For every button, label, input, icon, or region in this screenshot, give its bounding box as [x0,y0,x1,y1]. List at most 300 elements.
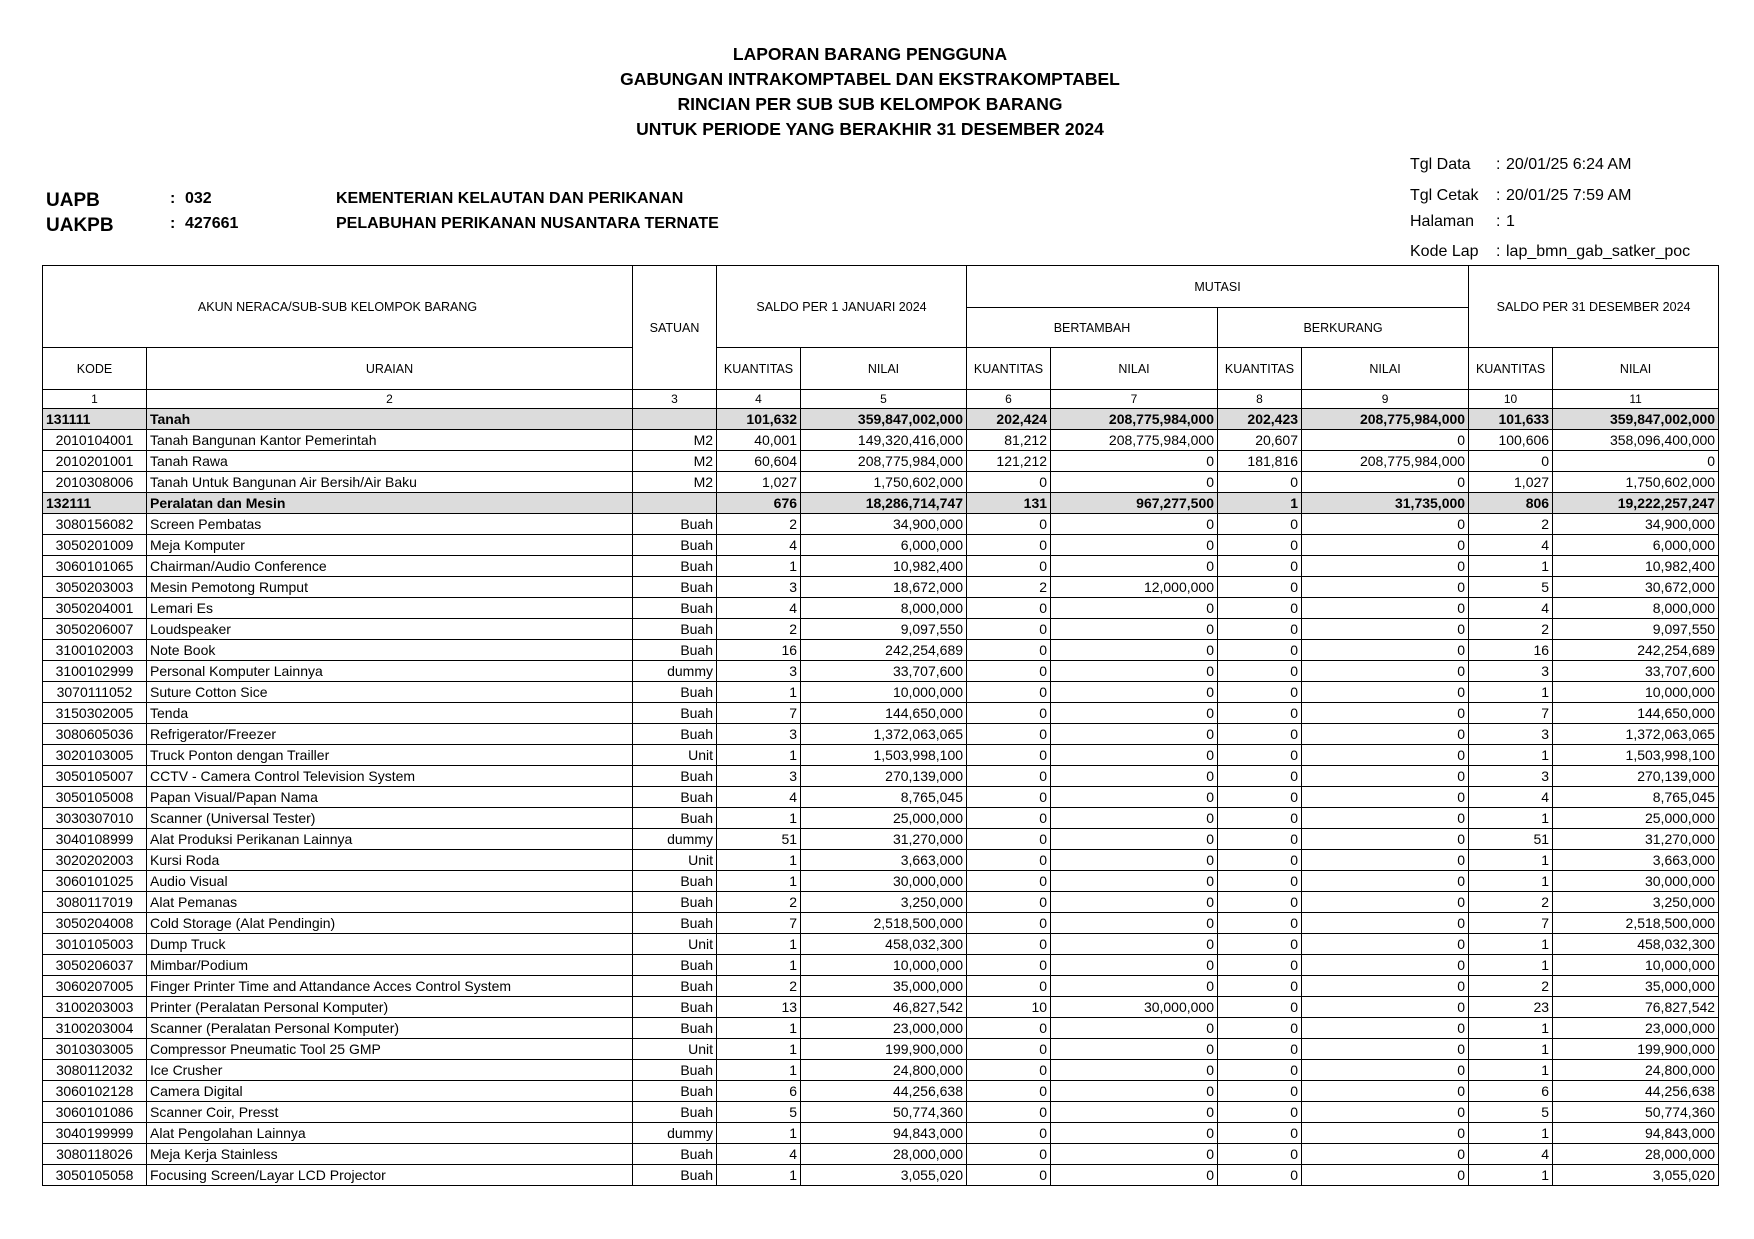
header-kuantitas-awal: KUANTITAS [717,348,801,390]
tgl-data-colon: : [1496,156,1501,173]
cell-kuantitas-akhir: 3 [1469,724,1553,745]
cell-kuantitas-awal: 4 [717,535,801,556]
table-row [43,1123,1719,1144]
cell-uraian: Chairman/Audio Conference [147,556,633,577]
cell-nilai-bertambah: 0 [1051,703,1218,724]
cell-kuantitas-akhir: 2 [1469,619,1553,640]
cell-satuan: Buah [633,577,717,598]
cell-kuantitas-awal: 1 [717,1165,801,1186]
cell-kuantitas-berkurang: 0 [1218,871,1302,892]
tgl-data-value: 20/01/25 6:24 AM [1506,156,1632,173]
header-nilai-bertambah: NILAI [1051,348,1218,390]
table-header [43,266,1719,409]
cell-nilai-akhir: 50,774,360 [1553,1102,1719,1123]
cell-kode: 3100203004 [43,1018,147,1039]
cell-uraian: Meja Kerja Stainless [147,1144,633,1165]
cell-kuantitas-bertambah: 0 [967,745,1051,766]
cell-nilai-berkurang: 0 [1302,808,1469,829]
cell-kuantitas-bertambah: 131 [967,493,1051,514]
cell-kuantitas-bertambah: 0 [967,1081,1051,1102]
cell-kuantitas-berkurang: 0 [1218,703,1302,724]
cell-satuan: M2 [633,472,717,493]
cell-uraian: Peralatan dan Mesin [147,493,633,514]
cell-kuantitas-berkurang: 0 [1218,1018,1302,1039]
cell-nilai-berkurang: 0 [1302,997,1469,1018]
cell-kuantitas-bertambah: 121,212 [967,451,1051,472]
cell-nilai-akhir: 0 [1553,451,1719,472]
cell-nilai-berkurang: 0 [1302,535,1469,556]
cell-kuantitas-akhir: 4 [1469,787,1553,808]
cell-uraian: Alat Pengolahan Lainnya [147,1123,633,1144]
cell-nilai-berkurang: 0 [1302,745,1469,766]
cell-kuantitas-bertambah: 202,424 [967,409,1051,430]
cell-nilai-bertambah: 0 [1051,850,1218,871]
col-num-6: 6 [967,390,1051,409]
cell-kuantitas-bertambah: 0 [967,850,1051,871]
cell-kode: 2010104001 [43,430,147,451]
cell-kuantitas-akhir: 23 [1469,997,1553,1018]
cell-kuantitas-berkurang: 0 [1218,682,1302,703]
cell-kode: 3050201009 [43,535,147,556]
cell-satuan: Buah [633,997,717,1018]
cell-kuantitas-awal: 1 [717,1123,801,1144]
table-row [43,1144,1719,1165]
col-num-10: 10 [1469,390,1553,409]
col-num-8: 8 [1218,390,1302,409]
cell-nilai-berkurang: 0 [1302,577,1469,598]
cell-kuantitas-awal: 2 [717,619,801,640]
cell-kode: 3010105003 [43,934,147,955]
kode-lap-colon: : [1496,243,1501,260]
cell-kuantitas-bertambah: 0 [967,766,1051,787]
table-row [43,724,1719,745]
cell-kuantitas-awal: 6 [717,1081,801,1102]
cell-satuan: Buah [633,871,717,892]
cell-kuantitas-berkurang: 0 [1218,892,1302,913]
cell-kuantitas-akhir: 1 [1469,1039,1553,1060]
cell-nilai-berkurang: 0 [1302,1144,1469,1165]
cell-kuantitas-akhir: 1 [1469,556,1553,577]
cell-satuan: dummy [633,661,717,682]
cell-nilai-berkurang: 0 [1302,1018,1469,1039]
cell-kuantitas-bertambah: 0 [967,703,1051,724]
cell-nilai-berkurang: 0 [1302,1165,1469,1186]
table-row [43,934,1719,955]
col-num-11: 11 [1553,390,1719,409]
cell-kuantitas-berkurang: 0 [1218,976,1302,997]
cell-nilai-akhir: 19,222,257,247 [1553,493,1719,514]
cell-kode: 131111 [43,409,147,430]
cell-nilai-awal: 24,800,000 [801,1060,967,1081]
cell-nilai-akhir: 25,000,000 [1553,808,1719,829]
cell-kuantitas-berkurang: 0 [1218,598,1302,619]
cell-nilai-bertambah: 0 [1051,1081,1218,1102]
cell-kuantitas-akhir: 806 [1469,493,1553,514]
cell-kuantitas-awal: 2 [717,976,801,997]
cell-nilai-bertambah: 208,775,984,000 [1051,409,1218,430]
tgl-cetak-value: 20/01/25 7:59 AM [1506,187,1632,204]
cell-kuantitas-awal: 1 [717,808,801,829]
cell-kuantitas-bertambah: 0 [967,640,1051,661]
cell-kuantitas-berkurang: 0 [1218,640,1302,661]
cell-kode: 3050105058 [43,1165,147,1186]
cell-uraian: Dump Truck [147,934,633,955]
cell-nilai-berkurang: 0 [1302,514,1469,535]
cell-satuan: Buah [633,682,717,703]
cell-kode: 3080118026 [43,1144,147,1165]
cell-nilai-awal: 10,000,000 [801,682,967,703]
cell-kuantitas-awal: 2 [717,892,801,913]
cell-nilai-akhir: 30,672,000 [1553,577,1719,598]
cell-satuan: Buah [633,556,717,577]
cell-kuantitas-bertambah: 0 [967,598,1051,619]
cell-nilai-berkurang: 208,775,984,000 [1302,409,1469,430]
cell-kuantitas-awal: 1,027 [717,472,801,493]
cell-nilai-bertambah: 0 [1051,829,1218,850]
asset-report-table [42,265,1719,1186]
cell-nilai-akhir: 3,055,020 [1553,1165,1719,1186]
cell-kuantitas-berkurang: 0 [1218,472,1302,493]
cell-kuantitas-berkurang: 0 [1218,1144,1302,1165]
group-row [43,493,1719,514]
col-num-4: 4 [717,390,801,409]
cell-kuantitas-berkurang: 0 [1218,787,1302,808]
uakpb-name: PELABUHAN PERIKANAN NUSANTARA TERNATE [336,215,719,232]
cell-kuantitas-akhir: 3 [1469,661,1553,682]
group-row [43,409,1719,430]
cell-nilai-bertambah: 0 [1051,451,1218,472]
halaman-label: Halaman [1410,213,1475,230]
cell-nilai-akhir: 10,000,000 [1553,682,1719,703]
cell-kuantitas-bertambah: 0 [967,661,1051,682]
table-row [43,745,1719,766]
cell-uraian: Camera Digital [147,1081,633,1102]
cell-nilai-awal: 28,000,000 [801,1144,967,1165]
cell-nilai-bertambah: 0 [1051,976,1218,997]
cell-uraian: Lemari Es [147,598,633,619]
header-mutasi: MUTASI [967,266,1469,308]
col-num-5: 5 [801,390,967,409]
cell-kuantitas-akhir: 100,606 [1469,430,1553,451]
cell-kuantitas-bertambah: 10 [967,997,1051,1018]
cell-nilai-bertambah: 0 [1051,598,1218,619]
report-subtitle-1: GABUNGAN INTRAKOMPTABEL DAN EKSTRAKOMPTABEL [620,69,1120,89]
cell-kuantitas-awal: 7 [717,913,801,934]
cell-satuan: Buah [633,514,717,535]
cell-satuan: dummy [633,1123,717,1144]
cell-nilai-bertambah: 0 [1051,1144,1218,1165]
cell-nilai-awal: 6,000,000 [801,535,967,556]
col-num-2: 2 [147,390,633,409]
cell-kuantitas-akhir: 1 [1469,745,1553,766]
cell-satuan: Unit [633,1039,717,1060]
cell-kuantitas-awal: 3 [717,577,801,598]
cell-nilai-awal: 3,663,000 [801,850,967,871]
cell-satuan: dummy [633,829,717,850]
cell-kuantitas-awal: 4 [717,598,801,619]
cell-satuan: Buah [633,640,717,661]
cell-nilai-akhir: 2,518,500,000 [1553,913,1719,934]
cell-uraian: Mesin Pemotong Rumput [147,577,633,598]
cell-kode: 3050206037 [43,955,147,976]
cell-kuantitas-akhir: 1 [1469,871,1553,892]
cell-nilai-awal: 8,000,000 [801,598,967,619]
cell-kode: 3050105007 [43,766,147,787]
cell-kuantitas-berkurang: 0 [1218,934,1302,955]
cell-kuantitas-berkurang: 0 [1218,1165,1302,1186]
cell-kuantitas-berkurang: 0 [1218,850,1302,871]
halaman-value: 1 [1506,213,1515,230]
cell-kuantitas-akhir: 7 [1469,913,1553,934]
table-row [43,556,1719,577]
report-title-block [0,42,1740,142]
cell-nilai-awal: 149,320,416,000 [801,430,967,451]
header-kuantitas-bertambah: KUANTITAS [967,348,1051,390]
cell-kuantitas-bertambah: 0 [967,472,1051,493]
cell-uraian: Papan Visual/Papan Nama [147,787,633,808]
cell-satuan: Buah [633,703,717,724]
cell-nilai-akhir: 35,000,000 [1553,976,1719,997]
cell-kode: 3030307010 [43,808,147,829]
cell-nilai-berkurang: 0 [1302,724,1469,745]
cell-kuantitas-bertambah: 0 [967,682,1051,703]
cell-kode: 3070111052 [43,682,147,703]
cell-nilai-akhir: 144,650,000 [1553,703,1719,724]
table-row [43,577,1719,598]
cell-kuantitas-bertambah: 81,212 [967,430,1051,451]
cell-nilai-awal: 9,097,550 [801,619,967,640]
halaman-colon: : [1496,213,1501,230]
cell-nilai-awal: 2,518,500,000 [801,913,967,934]
cell-kuantitas-awal: 1 [717,1039,801,1060]
cell-kuantitas-berkurang: 0 [1218,724,1302,745]
cell-kuantitas-awal: 1 [717,871,801,892]
cell-kuantitas-bertambah: 0 [967,1060,1051,1081]
col-num-9: 9 [1302,390,1469,409]
cell-kode: 3060101025 [43,871,147,892]
cell-uraian: Screen Pembatas [147,514,633,535]
cell-kuantitas-berkurang: 0 [1218,955,1302,976]
cell-nilai-awal: 3,250,000 [801,892,967,913]
cell-nilai-berkurang: 0 [1302,766,1469,787]
cell-nilai-akhir: 30,000,000 [1553,871,1719,892]
cell-nilai-akhir: 33,707,600 [1553,661,1719,682]
cell-kuantitas-berkurang: 0 [1218,556,1302,577]
table-row [43,619,1719,640]
cell-nilai-awal: 35,000,000 [801,976,967,997]
cell-kuantitas-akhir: 1,027 [1469,472,1553,493]
cell-satuan: Buah [633,724,717,745]
cell-nilai-akhir: 270,139,000 [1553,766,1719,787]
uakpb-code: 427661 [185,215,239,232]
cell-kode: 3080112032 [43,1060,147,1081]
table-body [43,409,1719,1186]
cell-nilai-akhir: 76,827,542 [1553,997,1719,1018]
cell-kuantitas-berkurang: 1 [1218,493,1302,514]
table-row [43,1081,1719,1102]
cell-nilai-awal: 44,256,638 [801,1081,967,1102]
cell-uraian: Tanah Bangunan Kantor Pemerintah [147,430,633,451]
cell-nilai-awal: 10,000,000 [801,955,967,976]
cell-satuan: Buah [633,535,717,556]
cell-kuantitas-bertambah: 0 [967,556,1051,577]
cell-kuantitas-berkurang: 202,423 [1218,409,1302,430]
cell-kode: 3060102128 [43,1081,147,1102]
cell-satuan: M2 [633,451,717,472]
cell-kuantitas-akhir: 2 [1469,976,1553,997]
table-row [43,766,1719,787]
table-row [43,1018,1719,1039]
cell-kuantitas-berkurang: 181,816 [1218,451,1302,472]
cell-nilai-bertambah: 0 [1051,787,1218,808]
cell-kuantitas-akhir: 7 [1469,703,1553,724]
cell-kode: 3050204001 [43,598,147,619]
cell-kuantitas-akhir: 1 [1469,808,1553,829]
cell-nilai-akhir: 10,000,000 [1553,955,1719,976]
table-row [43,808,1719,829]
cell-kuantitas-bertambah: 0 [967,1039,1051,1060]
cell-uraian: Alat Produksi Perikanan Lainnya [147,829,633,850]
cell-kuantitas-awal: 1 [717,934,801,955]
cell-kuantitas-awal: 4 [717,1144,801,1165]
cell-satuan: Buah [633,808,717,829]
cell-kuantitas-awal: 3 [717,661,801,682]
tgl-cetak-colon: : [1496,187,1501,204]
header-bertambah: BERTAMBAH [967,308,1218,348]
cell-satuan: Buah [633,913,717,934]
cell-nilai-bertambah: 0 [1051,766,1218,787]
cell-nilai-akhir: 31,270,000 [1553,829,1719,850]
cell-nilai-awal: 18,672,000 [801,577,967,598]
cell-kuantitas-bertambah: 0 [967,1018,1051,1039]
cell-uraian: Scanner (Universal Tester) [147,808,633,829]
header-nilai-awal: NILAI [801,348,967,390]
table-row [43,472,1719,493]
header-saldo-awal: SALDO PER 1 JANUARI 2024 [717,266,967,348]
cell-nilai-bertambah: 0 [1051,745,1218,766]
cell-uraian: Suture Cotton Sice [147,682,633,703]
cell-kuantitas-awal: 3 [717,766,801,787]
table-row [43,1060,1719,1081]
cell-kuantitas-awal: 1 [717,955,801,976]
cell-nilai-akhir: 9,097,550 [1553,619,1719,640]
cell-nilai-akhir: 6,000,000 [1553,535,1719,556]
cell-kuantitas-bertambah: 0 [967,1165,1051,1186]
cell-uraian: Cold Storage (Alat Pendingin) [147,913,633,934]
cell-satuan: Buah [633,1081,717,1102]
cell-nilai-berkurang: 0 [1302,787,1469,808]
cell-uraian: Alat Pemanas [147,892,633,913]
cell-nilai-awal: 1,750,602,000 [801,472,967,493]
cell-nilai-awal: 18,286,714,747 [801,493,967,514]
cell-kuantitas-awal: 101,632 [717,409,801,430]
col-num-7: 7 [1051,390,1218,409]
cell-kuantitas-bertambah: 0 [967,1102,1051,1123]
cell-nilai-awal: 1,372,063,065 [801,724,967,745]
uapb-colon: : [170,190,176,207]
cell-satuan: Buah [633,1060,717,1081]
cell-kuantitas-bertambah: 0 [967,829,1051,850]
cell-kuantitas-bertambah: 0 [967,514,1051,535]
cell-kuantitas-akhir: 4 [1469,1144,1553,1165]
cell-nilai-akhir: 358,096,400,000 [1553,430,1719,451]
cell-nilai-berkurang: 208,775,984,000 [1302,451,1469,472]
cell-nilai-berkurang: 0 [1302,430,1469,451]
cell-nilai-awal: 359,847,002,000 [801,409,967,430]
report-title: LAPORAN BARANG PENGGUNA [732,44,1008,64]
cell-kode: 3020103005 [43,745,147,766]
cell-kuantitas-bertambah: 0 [967,724,1051,745]
cell-uraian: CCTV - Camera Control Television System [147,766,633,787]
cell-kuantitas-awal: 1 [717,745,801,766]
cell-nilai-awal: 199,900,000 [801,1039,967,1060]
report-subtitle-2: RINCIAN PER SUB SUB KELOMPOK BARANG [677,94,1063,114]
cell-kuantitas-berkurang: 20,607 [1218,430,1302,451]
cell-kode: 3040108999 [43,829,147,850]
cell-kuantitas-berkurang: 0 [1218,619,1302,640]
cell-nilai-awal: 1,503,998,100 [801,745,967,766]
cell-uraian: Finger Printer Time and Attandance Acces Control System [147,976,633,997]
cell-nilai-berkurang: 0 [1302,976,1469,997]
cell-satuan: Unit [633,745,717,766]
cell-satuan: Buah [633,955,717,976]
cell-kuantitas-akhir: 1 [1469,1123,1553,1144]
cell-nilai-awal: 25,000,000 [801,808,967,829]
cell-nilai-awal: 458,032,300 [801,934,967,955]
cell-nilai-berkurang: 0 [1302,955,1469,976]
cell-nilai-bertambah: 208,775,984,000 [1051,430,1218,451]
cell-uraian: Kursi Roda [147,850,633,871]
cell-nilai-bertambah: 0 [1051,955,1218,976]
cell-satuan: Buah [633,1018,717,1039]
cell-nilai-akhir: 34,900,000 [1553,514,1719,535]
cell-nilai-bertambah: 0 [1051,514,1218,535]
cell-satuan: Unit [633,934,717,955]
cell-nilai-bertambah: 30,000,000 [1051,997,1218,1018]
cell-kuantitas-berkurang: 0 [1218,745,1302,766]
cell-nilai-awal: 33,707,600 [801,661,967,682]
table-row [43,1102,1719,1123]
cell-nilai-akhir: 24,800,000 [1553,1060,1719,1081]
cell-kuantitas-bertambah: 0 [967,1123,1051,1144]
cell-kuantitas-awal: 1 [717,1018,801,1039]
header-satuan: SATUAN [633,266,717,390]
cell-kuantitas-berkurang: 0 [1218,535,1302,556]
uapb-label: UAPB [46,190,100,211]
cell-kuantitas-awal: 51 [717,829,801,850]
cell-kuantitas-awal: 3 [717,724,801,745]
cell-kuantitas-akhir: 16 [1469,640,1553,661]
table-row [43,640,1719,661]
cell-kuantitas-akhir: 2 [1469,892,1553,913]
uapb-name: KEMENTERIAN KELAUTAN DAN PERIKANAN [336,190,684,207]
cell-uraian: Mimbar/Podium [147,955,633,976]
cell-nilai-akhir: 23,000,000 [1553,1018,1719,1039]
cell-nilai-berkurang: 0 [1302,703,1469,724]
cell-nilai-awal: 31,270,000 [801,829,967,850]
cell-satuan: Buah [633,766,717,787]
cell-kuantitas-awal: 13 [717,997,801,1018]
cell-kuantitas-awal: 60,604 [717,451,801,472]
cell-nilai-awal: 270,139,000 [801,766,967,787]
table-row [43,913,1719,934]
cell-nilai-akhir: 199,900,000 [1553,1039,1719,1060]
cell-kuantitas-berkurang: 0 [1218,1060,1302,1081]
table-row [43,892,1719,913]
cell-kuantitas-bertambah: 0 [967,1144,1051,1165]
cell-kuantitas-bertambah: 0 [967,913,1051,934]
col-num-3: 3 [633,390,717,409]
